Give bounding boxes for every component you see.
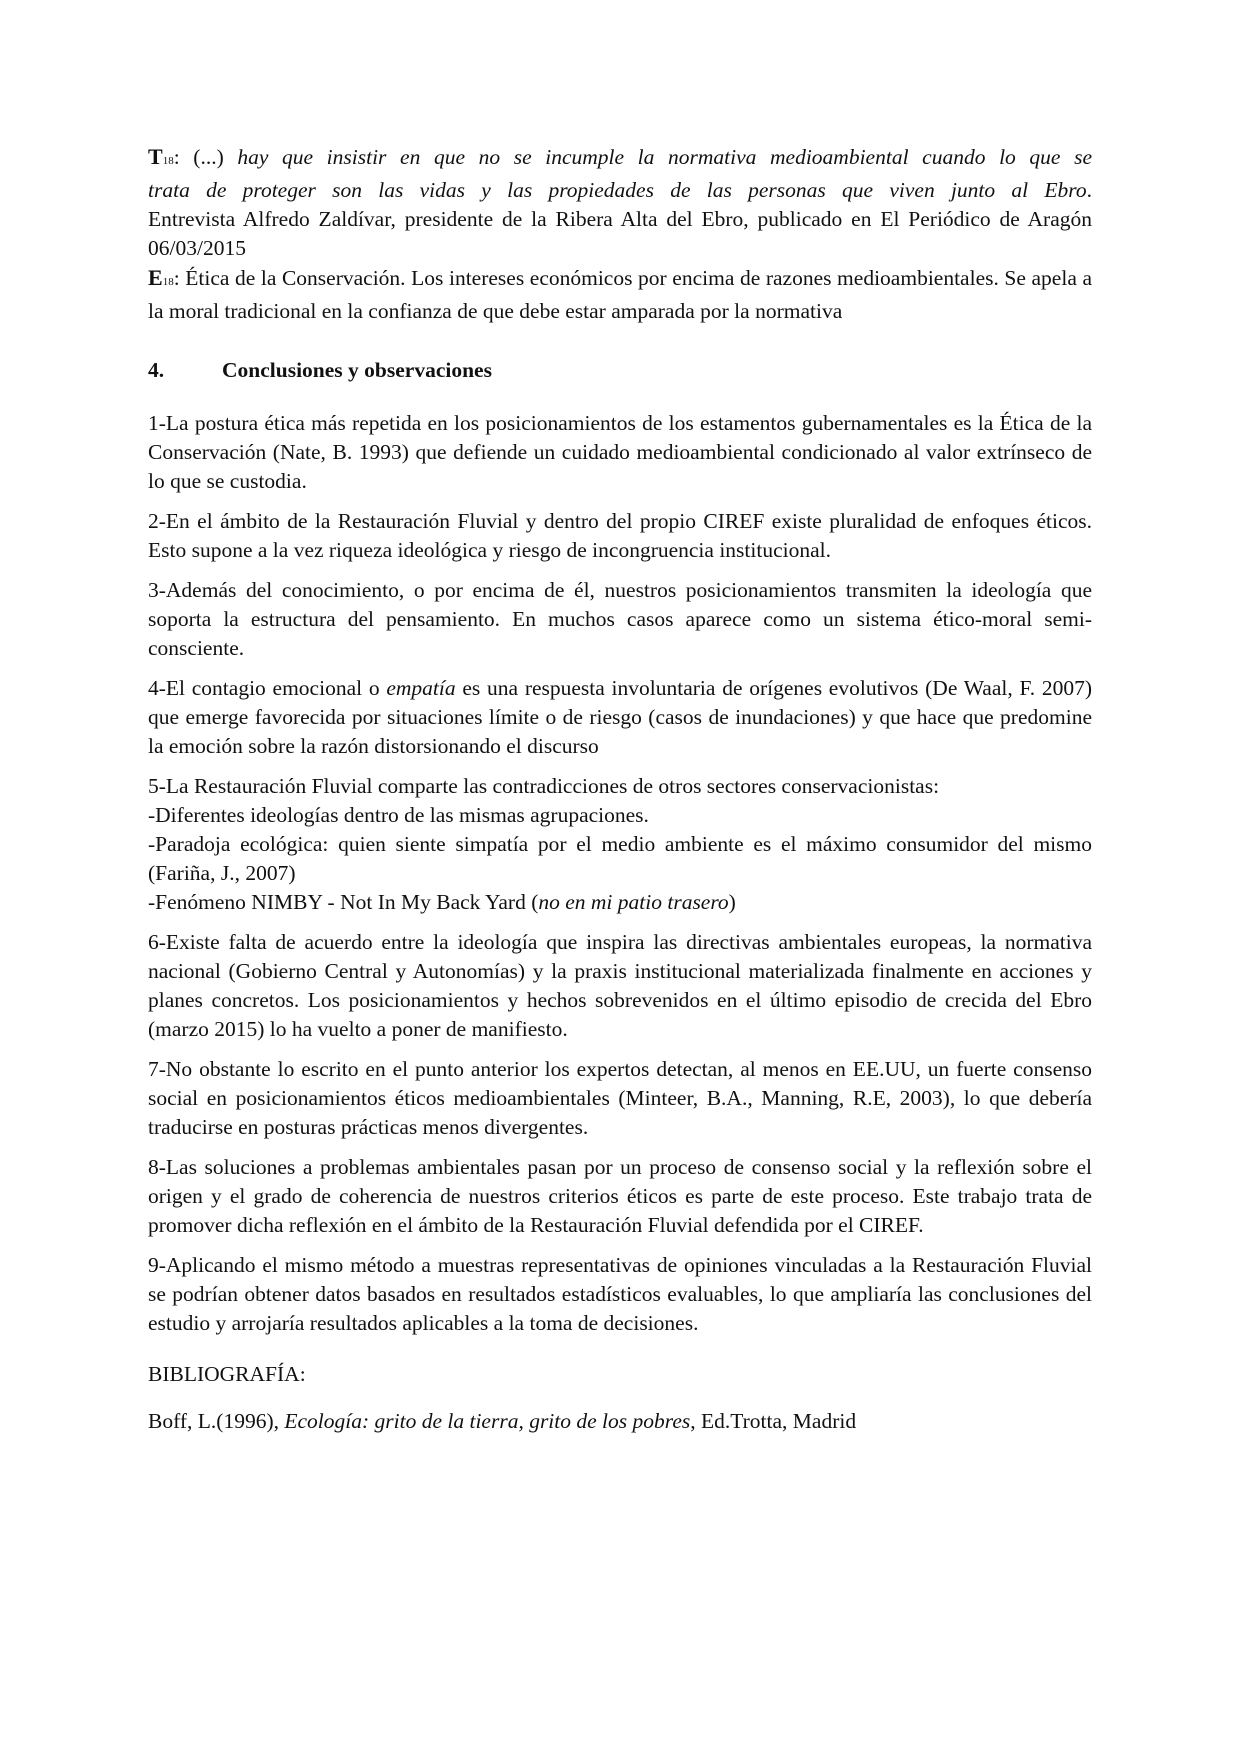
bibliography-heading: BIBLIOGRAFÍA: xyxy=(148,1362,306,1386)
conclusion-4-pre: 4-El contagio emocional o xyxy=(148,676,387,700)
t18-source: Entrevista Alfredo Zaldívar, presidente de la Ribera Alta del Ebro, publicado en El Periódico de Aragón 06/03/2015 xyxy=(148,207,1092,260)
t18-quote-line1 xyxy=(148,142,1092,176)
t18-quote-line2 xyxy=(148,176,1092,205)
e18-paragraph xyxy=(148,263,1092,326)
conclusion-5-item-c-emphasis: no en mi patio trasero xyxy=(538,890,729,914)
conclusion-4-post: es una respuesta involuntaria de orígenes evolutivos (De Waal, F. 2007) que emerge favorecida por situaciones límite o de riesgo (casos de inundaciones) y que hace que predomine la emoción sobre la razón distorsionando el discurso xyxy=(148,676,1092,758)
e18-subscript: 18 xyxy=(162,276,174,288)
conclusion-4-emphasis: empatía xyxy=(386,676,456,700)
t18-label: T xyxy=(148,144,163,169)
e18-label: E xyxy=(148,265,163,290)
conclusion-5-item-b: -Paradoja ecológica: quien siente simpatía por el medio ambiente es el máximo consumidor del mismo (Fariña, J., 2007) xyxy=(148,832,1092,885)
conclusion-5-item-c-post: ) xyxy=(728,890,736,914)
bibliography-entry-author: Boff, L.(1996), xyxy=(148,1409,285,1433)
conclusion-5-item-c xyxy=(148,888,1092,917)
conclusion-3: 3-Además del conocimiento, o por encima de él, nuestros posicionamientos transmiten la ideología que soporta la estructura del pensamiento. En muchos casos aparece como un sistema ético-moral semi-consciente. xyxy=(148,578,1092,660)
bibliography-entry-title: Ecología: grito de la tierra, grito de los pobres xyxy=(284,1409,691,1433)
t18-quote-text-1: hay que insistir en que no se incumple la normativa medioambiental cuando lo que se xyxy=(237,145,1092,169)
bibliography-entry-publisher: , Ed.Trotta, Madrid xyxy=(690,1409,857,1433)
conclusion-1: 1-La postura ética más repetida en los posicionamientos de los estamentos gubernamentales es la Ética de la Conservación (Nate, B. 1993) que defiende un cuidado medioambiental condicionado al valor extrínseco de lo que se custodia. xyxy=(148,411,1092,493)
t18-quote-end: . xyxy=(1086,178,1092,202)
conclusion-4 xyxy=(148,674,1092,761)
bibliography-entry xyxy=(148,1407,1092,1436)
section-heading xyxy=(148,356,1092,385)
document-page xyxy=(148,142,1092,1436)
conclusion-7: 7-No obstante lo escrito en el punto anterior los expertos detectan, al menos en EE.UU, un fuerte consenso social en posicionamientos éticos medioambientales (Minteer, B.A., Manning, R.E, 2003), lo que debería traducirse en posturas prácticas menos divergentes. xyxy=(148,1057,1092,1139)
conclusion-9: 9-Aplicando el mismo método a muestras representativas de opiniones vinculadas a la Restauración Fluvial se podrían obtener datos basados en resultados estadísticos evaluables, lo que ampliaría las conclusiones del estudio y arrojaría resultados aplicables a la toma de decisiones. xyxy=(148,1253,1092,1335)
e18-text: : Ética de la Conservación. Los intereses económicos por encima de razones medioambientales. Se apela a la moral tradicional en la confianza de que debe estar amparada por la normativa xyxy=(148,266,1092,323)
section-title: Conclusiones y observaciones xyxy=(222,358,492,382)
conclusion-2: 2-En el ámbito de la Restauración Fluvial y dentro del propio CIREF existe pluralidad de enfoques éticos. Esto supone a la vez riqueza ideológica y riesgo de incongruencia institucional. xyxy=(148,509,1092,562)
conclusion-5-item-a: -Diferentes ideologías dentro de las mismas agrupaciones. xyxy=(148,803,649,827)
conclusion-8: 8-Las soluciones a problemas ambientales pasan por un proceso de consenso social y la reflexión sobre el origen y el grado de coherencia de nuestros criterios éticos es parte de este proceso. Este trabajo trata de promover dicha reflexión en el ámbito de la Restauración Fluvial defendida por el CIREF. xyxy=(148,1155,1092,1237)
t18-quote-text-2: trata de proteger son las vidas y las propiedades de las personas que viven junto al Ebro xyxy=(148,178,1087,202)
t18-prefix: : (...) xyxy=(173,145,238,169)
conclusion-5-item-c-pre: -Fenómeno NIMBY - Not In My Back Yard ( xyxy=(148,890,539,914)
conclusion-6: 6-Existe falta de acuerdo entre la ideología que inspira las directivas ambientales europeas, la normativa nacional (Gobierno Central y Autonomías) y la praxis institucional materializada finalmente en acciones y planes concretos. Los posicionamientos y hechos sobrevenidos en el último episodio de crecida del Ebro (marzo 2015) lo ha vuelto a poner de manifiesto. xyxy=(148,930,1092,1041)
conclusion-5 xyxy=(148,772,1092,917)
conclusion-5-intro: 5-La Restauración Fluvial comparte las contradicciones de otros sectores conservacionistas: xyxy=(148,774,940,798)
t18-subscript: 18 xyxy=(162,155,174,167)
section-number: 4. xyxy=(148,358,165,382)
